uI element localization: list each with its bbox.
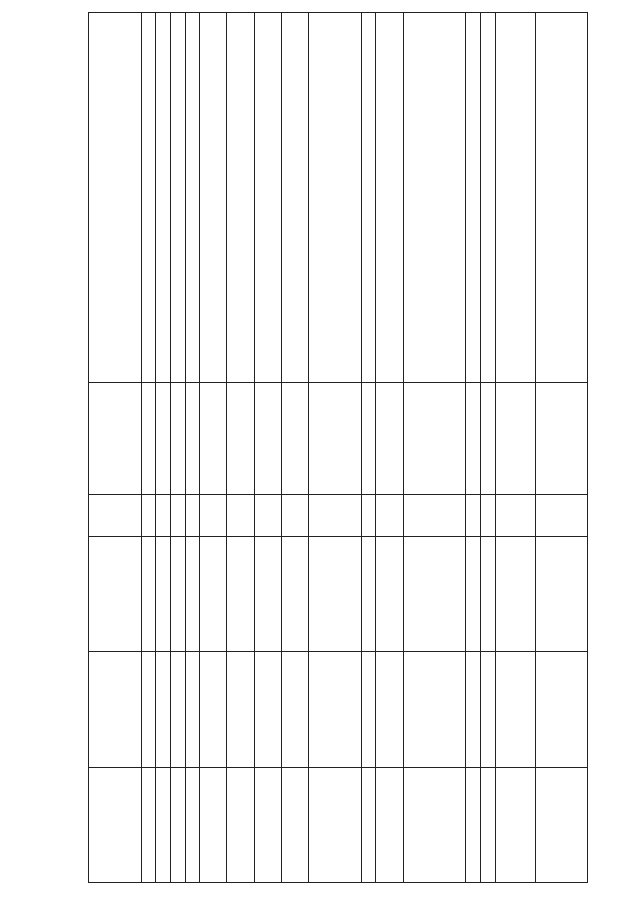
row-code-cell	[466, 383, 481, 495]
row-kind-cell	[156, 495, 171, 537]
row-name-cell	[200, 13, 227, 383]
table-row	[185, 13, 200, 883]
row-value-1-cell	[89, 537, 142, 652]
rotated-page-content	[88, 12, 588, 882]
row-value-3-cell	[309, 768, 361, 883]
row-kind-cell	[141, 495, 156, 537]
row-kind-cell	[254, 495, 281, 537]
row-value-2-cell	[170, 652, 185, 768]
table-row	[361, 13, 376, 883]
row-value-2-cell	[141, 652, 156, 768]
table-row	[254, 13, 281, 883]
table-row	[200, 13, 227, 883]
row-value-2-cell	[376, 652, 403, 768]
row-value-2-cell	[466, 652, 481, 768]
row-code-cell	[495, 383, 535, 495]
page-footer	[24, 12, 84, 882]
row-value-2-cell	[156, 652, 171, 768]
row-code-cell	[170, 383, 185, 495]
row-value-3-cell	[200, 768, 227, 883]
row-value-1-cell	[185, 537, 200, 652]
row-code-cell	[361, 383, 376, 495]
row-code-cell	[535, 383, 587, 495]
row-code-cell	[200, 383, 227, 495]
row-value-2-cell	[200, 652, 227, 768]
row-value-2-cell	[89, 652, 142, 768]
table-row	[466, 13, 481, 883]
row-kind-cell	[185, 495, 200, 537]
table-row	[535, 13, 587, 883]
row-name-cell	[89, 13, 142, 383]
row-value-2-cell	[361, 652, 376, 768]
table-row	[495, 13, 535, 883]
row-name-cell	[156, 13, 171, 383]
table-row	[227, 13, 254, 883]
row-kind-cell	[361, 495, 376, 537]
row-code-cell	[227, 383, 254, 495]
row-value-3-cell	[495, 768, 535, 883]
row-name-cell	[227, 13, 254, 383]
table-row	[376, 13, 403, 883]
row-kind-cell	[281, 495, 308, 537]
row-value-3-cell	[185, 768, 200, 883]
row-value-2-cell	[254, 652, 281, 768]
row-value-3-cell	[535, 768, 587, 883]
row-name-cell	[403, 13, 466, 383]
row-value-1-cell	[156, 537, 171, 652]
table-row	[281, 13, 308, 883]
row-kind-cell	[403, 495, 466, 537]
row-name-cell	[376, 13, 403, 383]
row-value-3-cell	[376, 768, 403, 883]
row-name-cell	[254, 13, 281, 383]
row-kind-cell	[170, 495, 185, 537]
row-value-1-cell	[466, 537, 481, 652]
row-kind-cell	[481, 495, 496, 537]
row-name-cell	[170, 13, 185, 383]
row-value-1-cell	[361, 537, 376, 652]
row-value-1-cell	[200, 537, 227, 652]
row-kind-cell	[89, 495, 142, 537]
row-value-1-cell	[170, 537, 185, 652]
row-value-2-cell	[309, 652, 361, 768]
row-value-1-cell	[535, 537, 587, 652]
row-value-3-cell	[89, 768, 142, 883]
row-value-2-cell	[535, 652, 587, 768]
row-value-3-cell	[481, 768, 496, 883]
row-kind-cell	[227, 495, 254, 537]
table-row	[156, 13, 171, 883]
row-value-1-cell	[254, 537, 281, 652]
row-value-3-cell	[227, 768, 254, 883]
row-code-cell	[481, 383, 496, 495]
row-value-3-cell	[466, 768, 481, 883]
row-kind-cell	[535, 495, 587, 537]
row-value-2-cell	[227, 652, 254, 768]
row-value-2-cell	[495, 652, 535, 768]
row-code-cell	[309, 383, 361, 495]
row-name-cell	[141, 13, 156, 383]
row-kind-cell	[200, 495, 227, 537]
row-value-2-cell	[403, 652, 466, 768]
row-value-1-cell	[495, 537, 535, 652]
row-value-1-cell	[227, 537, 254, 652]
row-name-cell	[481, 13, 496, 383]
row-kind-cell	[376, 495, 403, 537]
row-code-cell	[89, 383, 142, 495]
row-kind-cell	[495, 495, 535, 537]
row-value-3-cell	[156, 768, 171, 883]
row-value-1-cell	[309, 537, 361, 652]
row-value-2-cell	[281, 652, 308, 768]
row-code-cell	[281, 383, 308, 495]
table-row	[141, 13, 156, 883]
row-code-cell	[403, 383, 466, 495]
table-row	[89, 13, 142, 883]
row-value-1-cell	[281, 537, 308, 652]
table-row	[170, 13, 185, 883]
row-value-1-cell	[481, 537, 496, 652]
table-row	[403, 13, 466, 883]
row-code-cell	[254, 383, 281, 495]
row-value-3-cell	[403, 768, 466, 883]
row-code-cell	[141, 383, 156, 495]
row-name-cell	[361, 13, 376, 383]
row-value-1-cell	[376, 537, 403, 652]
row-value-3-cell	[361, 768, 376, 883]
row-value-3-cell	[281, 768, 308, 883]
row-value-1-cell	[141, 537, 156, 652]
row-code-cell	[156, 383, 171, 495]
row-code-cell	[376, 383, 403, 495]
row-kind-cell	[466, 495, 481, 537]
row-value-3-cell	[141, 768, 156, 883]
row-name-cell	[535, 13, 587, 383]
row-name-cell	[466, 13, 481, 383]
row-name-cell	[309, 13, 361, 383]
row-name-cell	[185, 13, 200, 383]
row-value-1-cell	[403, 537, 466, 652]
row-value-3-cell	[170, 768, 185, 883]
row-value-2-cell	[185, 652, 200, 768]
row-kind-cell	[309, 495, 361, 537]
row-value-2-cell	[481, 652, 496, 768]
table-row	[481, 13, 496, 883]
table-row	[309, 13, 361, 883]
row-value-3-cell	[254, 768, 281, 883]
row-name-cell	[281, 13, 308, 383]
row-code-cell	[185, 383, 200, 495]
budget-table	[88, 12, 588, 883]
row-name-cell	[495, 13, 535, 383]
